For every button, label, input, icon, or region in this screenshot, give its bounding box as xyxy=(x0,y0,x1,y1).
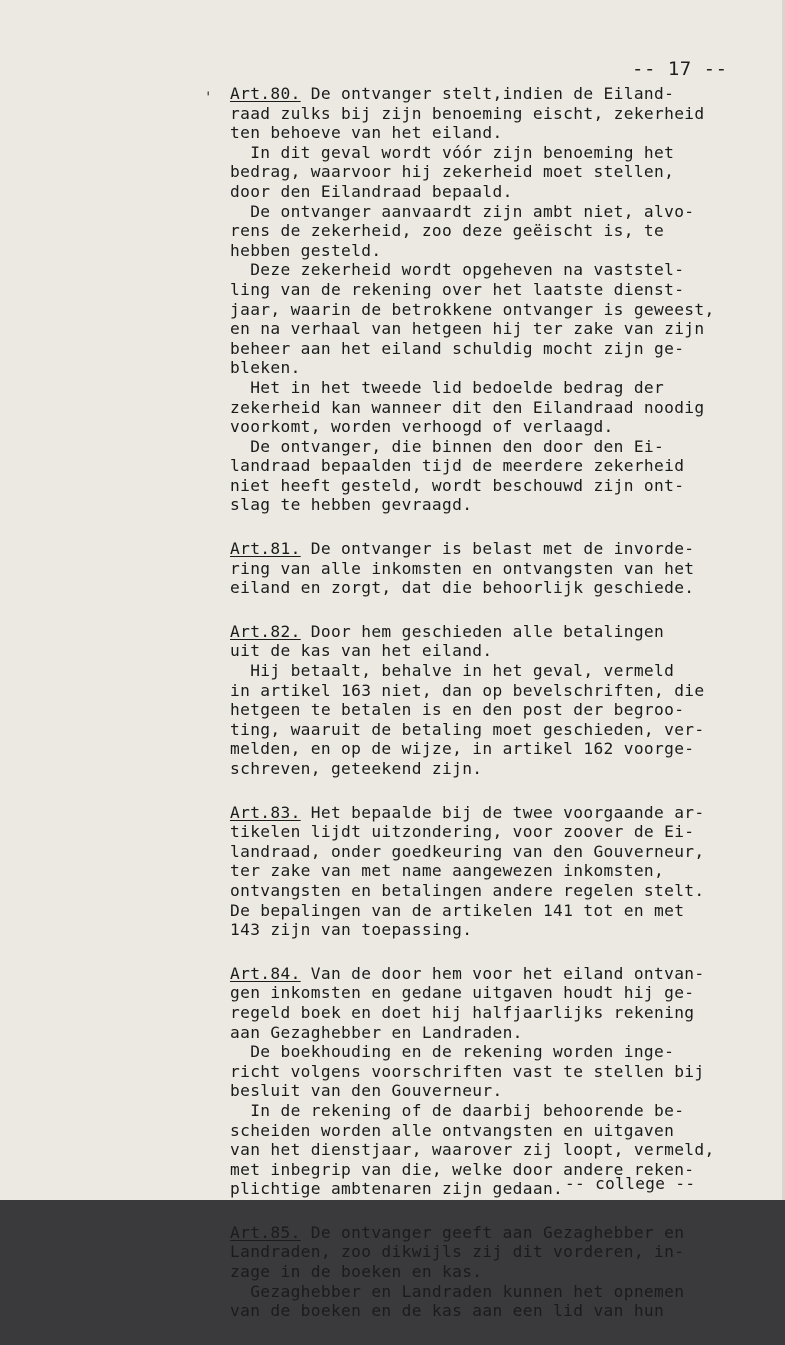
text-line: De ontvanger aanvaardt zijn ambt niet, alvo- xyxy=(230,201,695,221)
text-line: bedrag, waarvoor hij zekerheid moet stellen, xyxy=(230,162,675,182)
article-first-line: Van de door hem voor het eiland ontvan- xyxy=(300,963,705,983)
text-line: ling van de rekening over het laatste dienst- xyxy=(230,279,685,299)
article-label: Art.82. xyxy=(230,621,301,641)
article-label: Art.85. xyxy=(230,1222,301,1242)
text-line: richt volgens voorschriften vast te stellen bij xyxy=(230,1061,705,1081)
catchword: -- college -- xyxy=(565,1174,696,1193)
text-line: scheiden worden alle ontvangsten en uitgaven xyxy=(230,1120,675,1140)
text-line: De boekhouding en de rekening worden inge- xyxy=(230,1042,675,1062)
text-line: besluit van den Gouverneur. xyxy=(230,1081,503,1101)
text-line: jaar, waarin de betrokkene ontvanger is geweest, xyxy=(230,299,715,319)
text-line: In de rekening of de daarbij behoorende be- xyxy=(230,1100,685,1120)
text-line: De bepalingen van de artikelen 141 tot en met xyxy=(230,900,685,920)
text-line xyxy=(230,84,760,104)
article-label: Art.84. xyxy=(230,963,301,983)
article-80 xyxy=(230,84,760,515)
text-line: met inbegrip van die, welke door andere reken- xyxy=(230,1159,695,1179)
text-line: beheer aan het eiland schuldig mocht zijn ge- xyxy=(230,338,685,358)
article-85 xyxy=(230,1223,760,1321)
text-line: gen inkomsten en gedane uitgaven houdt hij ge- xyxy=(230,983,695,1003)
text-line: plichtige ambtenaren zijn gedaan. xyxy=(230,1179,564,1199)
text-line: 143 zijn van toepassing. xyxy=(230,920,473,940)
text-line: Gezaghebber en Landraden kunnen het opnemen xyxy=(230,1281,685,1301)
text-line: landraad bepaalden tijd de meerdere zekerheid xyxy=(230,456,685,476)
article-first-line: De ontvanger is belast met de invorde- xyxy=(300,539,695,559)
article-83 xyxy=(230,803,760,940)
document-body xyxy=(230,84,760,1345)
text-line: ter zake van met name aangewezen inkomsten, xyxy=(230,861,665,881)
text-line: eiland en zorgt, dat die behoorlijk geschiede. xyxy=(230,578,695,598)
text-line: ting, waaruit de betaling moet geschieden, ver- xyxy=(230,719,705,739)
text-line: slag te hebben gevraagd. xyxy=(230,495,473,515)
text-line: zekerheid kan wanneer dit den Eilandraad noodig xyxy=(230,397,705,417)
text-line: landraad, onder goedkeuring van den Gouverneur, xyxy=(230,841,705,861)
text-line: van het dienstjaar, waarover zij loopt, vermeld, xyxy=(230,1140,715,1160)
article-first-line: De ontvanger geeft aan Gezaghebber en xyxy=(300,1222,685,1242)
margin-mark: ' xyxy=(204,90,213,106)
article-label: Art.81. xyxy=(230,539,301,559)
article-first-line: Door hem geschieden alle betalingen xyxy=(300,621,665,641)
article-first-line: Het bepaalde bij de twee voorgaande ar- xyxy=(300,802,705,822)
text-line: hetgeen te betalen is en den post der begroo- xyxy=(230,700,685,720)
text-line: in artikel 163 niet, dan op bevelschriften, die xyxy=(230,680,705,700)
text-line: tikelen lijdt uitzondering, voor zoover de Ei- xyxy=(230,822,695,842)
text-line: De ontvanger, die binnen den door den Ei- xyxy=(230,436,665,456)
text-line: door den Eilandraad bepaald. xyxy=(230,181,513,201)
article-label: Art.83. xyxy=(230,802,301,822)
text-line: zage in de boeken en kas. xyxy=(230,1262,483,1282)
text-line: niet heeft gesteld, wordt beschouwd zijn ont- xyxy=(230,475,685,495)
text-line: rens de zekerheid, zoo deze geëischt is, te xyxy=(230,221,665,241)
text-line: regeld boek en doet hij halfjaarlijks rekening xyxy=(230,1002,695,1022)
text-line: hebben gesteld. xyxy=(230,240,382,260)
text-line xyxy=(230,622,760,642)
text-line: uit de kas van het eiland. xyxy=(230,641,493,661)
text-line: ontvangsten en betalingen andere regelen stelt. xyxy=(230,880,705,900)
text-line: aan Gezaghebber en Landraden. xyxy=(230,1022,523,1042)
text-line: schreven, geteekend zijn. xyxy=(230,759,483,778)
text-line: Het in het tweede lid bedoelde bedrag der xyxy=(230,377,665,397)
text-line xyxy=(230,1223,760,1243)
text-line: van de boeken en de kas aan een lid van hun xyxy=(230,1301,665,1321)
text-line: In dit geval wordt vóór zijn benoeming het xyxy=(230,142,675,162)
text-line: Landraden, zoo dikwijls zij dit vorderen, in- xyxy=(230,1242,685,1262)
article-81 xyxy=(230,539,760,598)
text-line xyxy=(230,539,760,559)
text-line: ten behoeve van het eiland. xyxy=(230,123,503,143)
article-84 xyxy=(230,964,760,1199)
article-82 xyxy=(230,622,760,779)
text-line: en na verhaal van hetgeen hij ter zake van zijn xyxy=(230,319,705,339)
text-line: raad zulks bij zijn benoeming eischt, zekerheid xyxy=(230,103,705,123)
text-line: ring van alle inkomsten en ontvangsten van het xyxy=(230,558,695,578)
text-line: bleken. xyxy=(230,358,301,378)
article-first-line: De ontvanger stelt,indien de Eiland- xyxy=(300,84,675,103)
text-line: Deze zekerheid wordt opgeheven na vaststel- xyxy=(230,260,685,280)
article-label: Art.80. xyxy=(230,84,301,103)
text-line: Hij betaalt, behalve in het geval, vermeld xyxy=(230,661,675,681)
text-line: voorkomt, worden verhoogd of verlaagd. xyxy=(230,417,614,437)
page-number: -- 17 -- xyxy=(632,58,728,80)
text-line: melden, en op de wijze, in artikel 162 voorge- xyxy=(230,739,695,759)
text-line xyxy=(230,964,760,984)
text-line xyxy=(230,803,760,823)
